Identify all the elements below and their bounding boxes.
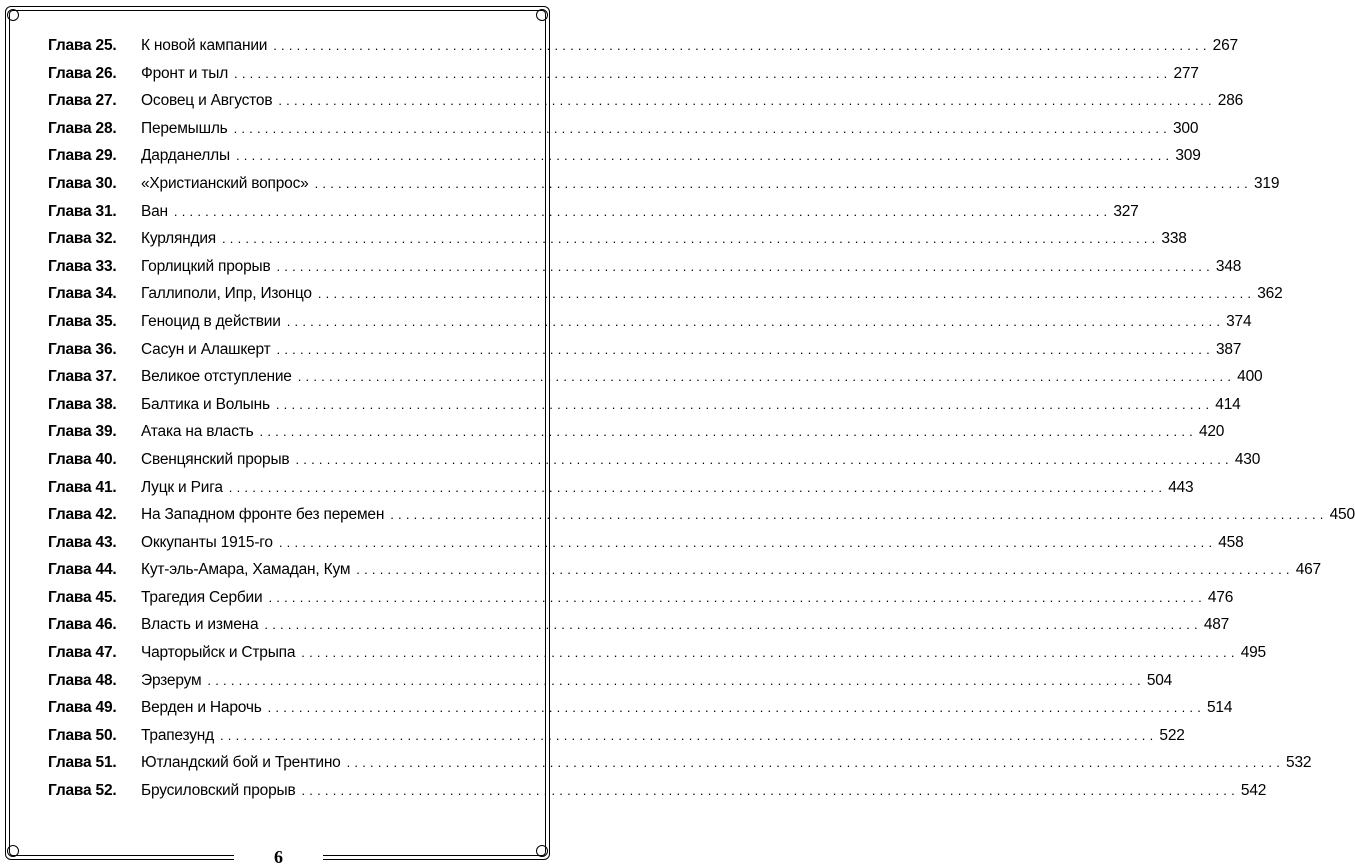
toc-entry [48,115,1199,143]
toc-page-number: 458 [1218,533,1244,551]
toc-page-number: 420 [1198,423,1225,441]
toc-chapter-number: Глава 33. [48,257,117,275]
toc-chapter-number: Глава 49. [48,699,117,717]
toc-chapter-number: Глава 25. [48,37,117,54]
toc-leader-dots: ........................................................................................................................ [228,479,1167,495]
toc-chapter-title: Оккупанты 1915-го [141,533,273,551]
toc-chapter-number: Глава 50. [48,726,117,744]
toc-entry [48,391,1241,419]
toc-page-number: 542 [1240,782,1267,800]
toc-entry [48,336,1242,364]
toc-leader-dots: ........................................................................................................................ [233,120,1171,136]
toc-entry [48,749,1312,777]
toc-chapter-title: Трапезунд [141,726,214,744]
toc-entry [48,60,1199,88]
toc-chapter-title: Брусиловский прорыв [141,782,296,800]
toc-chapter-number: Глава 40. [48,450,117,468]
toc-entry [48,529,1244,557]
toc-page-number: 300 [1172,119,1199,137]
toc-page-number: 374 [1226,312,1252,330]
toc-leader-dots: ........................................................................................................................ [275,396,1214,412]
toc-page-number: 532 [1286,754,1312,772]
toc-chapter-number: Глава 45. [48,588,117,606]
toc-chapter-title: Дарданеллы [141,147,230,165]
toc-entry [48,32,1238,60]
toc-page-number: 487 [1203,616,1230,634]
toc-page-number: 319 [1254,174,1280,192]
toc-chapter-title: Геноцид в действии [141,312,281,330]
toc-chapter-number: Глава 26. [48,64,117,82]
toc-leader-dots: ........................................................................................................................ [259,424,1197,440]
toc-leader-dots: ........................................................................................................................ [268,589,1206,605]
toc-leader-dots: ........................................................................................................................ [264,617,1202,633]
toc-chapter-number: Глава 52. [48,782,117,800]
toc-entry [48,308,1252,336]
toc-chapter-number: Глава 31. [48,202,117,220]
toc-chapter-number: Глава 51. [48,754,117,772]
toc-chapter-number: Глава 32. [48,230,117,248]
toc-chapter-title: Атака на власть [141,423,254,441]
toc-entry [48,363,1263,391]
toc-chapter-title: Ван [141,202,168,220]
toc-chapter-number: Глава 34. [48,285,117,303]
toc-chapter-number: Глава 43. [48,533,117,551]
toc-leader-dots: ........................................................................................................................ [267,700,1206,716]
toc-entry [48,280,1283,308]
toc-chapter-number: Глава 44. [48,561,117,579]
toc-chapter-number: Глава 38. [48,395,117,413]
toc-page-number: 267 [1212,37,1238,54]
toc-chapter-title: «Христианский вопрос» [141,174,309,192]
toc-page-number: 504 [1146,671,1173,689]
toc-chapter-title: Осовец и Августов [141,92,273,110]
toc-page-number: 450 [1329,506,1355,524]
toc-page-number: 348 [1215,257,1242,275]
toc-leader-dots: ........................................................................................................................ [222,231,1160,247]
toc-page-number: 443 [1168,478,1194,496]
toc-leader-dots: ........................................................................................................................ [278,534,1217,550]
toc-leader-dots: ........................................................................................................................ [234,65,1172,81]
toc-chapter-number: Глава 27. [48,92,117,110]
toc-chapter-number: Глава 29. [48,147,117,165]
toc-chapter-title: Ютландский бой и Трентино [141,754,341,772]
toc-page-number: 277 [1173,64,1199,82]
toc-entry [48,694,1233,722]
toc-page-number: 495 [1240,644,1266,662]
toc-chapter-title: Сасун и Алашкерт [141,340,271,358]
toc-leader-dots: ........................................................................................................................ [317,286,1256,302]
toc-chapter-title: Курляндия [141,230,216,248]
toc-leader-dots: ........................................................................................................................ [276,258,1214,274]
toc-chapter-title: Кут-эль-Амара, Хамадан, Кум [141,561,351,579]
toc-page-number: 430 [1234,450,1261,468]
toc-leader-dots: ........................................................................................................................ [301,783,1239,799]
toc-chapter-title: Балтика и Волынь [141,395,270,413]
toc-leader-dots: ........................................................................................................................ [356,562,1294,578]
toc-entry [48,446,1261,474]
toc-leader-dots: ........................................................................................................................ [278,93,1216,109]
toc-entry [48,87,1244,115]
toc-chapter-number: Глава 46. [48,616,117,634]
toc-chapter-title: Галлиполи, Ипр, Изонцо [141,285,312,303]
toc-leader-dots: ........................................................................................................................ [295,451,1233,467]
toc-page-number: 338 [1161,230,1187,248]
toc-leader-dots: ........................................................................................................................ [314,175,1252,191]
toc-entry [48,198,1139,226]
toc-leader-dots: ........................................................................................................................ [276,341,1214,357]
toc-entry [48,142,1201,170]
toc-chapter-title: Перемышль [141,119,228,137]
toc-chapter-number: Глава 48. [48,671,117,689]
page-footer [0,846,557,868]
toc-leader-dots: ........................................................................................................................ [346,755,1285,771]
page-number: 6 [234,846,323,868]
toc-leader-dots: ........................................................................................................................ [235,148,1174,164]
toc-chapter-title: К новой кампании [141,37,268,54]
toc-page-number: 327 [1113,202,1139,220]
toc-entry [48,225,1187,253]
toc-leader-dots: ........................................................................................................................ [273,38,1211,53]
toc-entry [48,253,1242,281]
toc-chapter-number: Глава 39. [48,423,117,441]
toc-chapter-title: Великое отступление [141,368,292,386]
toc-page-number: 467 [1295,561,1321,579]
toc-chapter-title: Свенцянский прорыв [141,450,290,468]
toc-entry [48,170,1280,198]
toc-entry [48,556,1321,584]
toc-chapter-number: Глава 35. [48,312,117,330]
toc-leader-dots: ........................................................................................................................ [297,369,1236,385]
toc-entry [48,667,1173,695]
toc-leader-dots: ........................................................................................................................ [390,507,1328,523]
toc-entry [48,777,1267,805]
toc-chapter-number: Глава 41. [48,478,117,496]
toc-entry [48,722,1185,750]
toc-page-number: 476 [1207,588,1234,606]
toc-entry [48,474,1194,502]
toc-page-number: 414 [1215,395,1241,413]
toc-chapter-title: Чарторыйск и Стрыпа [141,644,296,662]
toc-entry [48,418,1225,446]
toc-chapter-number: Глава 36. [48,340,117,358]
toc-leader-dots: ........................................................................................................................ [286,313,1225,329]
toc-page-number: 286 [1217,92,1244,110]
toc-page-number: 400 [1237,368,1263,386]
toc-entry [48,611,1230,639]
toc-entry [48,639,1266,667]
toc-page-number: 522 [1159,726,1185,744]
toc-chapter-number: Глава 47. [48,644,117,662]
toc-chapter-title: На Западном фронте без перемен [141,506,385,524]
toc-leader-dots: ........................................................................................................................ [207,672,1145,688]
toc-chapter-title: Трагедия Сербии [141,588,263,606]
toc-entry [48,584,1234,612]
toc-page-number: 514 [1207,699,1233,717]
toc-page-number: 362 [1257,285,1283,303]
toc-chapter-title: Эрзерум [141,671,202,689]
table-of-contents [48,32,1355,805]
toc-chapter-number: Глава 37. [48,368,117,386]
toc-chapter-title: Луцк и Рига [141,478,223,496]
toc-chapter-title: Фронт и тыл [141,64,229,82]
toc-leader-dots: ........................................................................................................................ [301,645,1239,661]
toc-chapter-title: Верден и Нарочь [141,699,262,717]
toc-chapter-number: Глава 30. [48,174,117,192]
toc-page-number: 387 [1215,340,1242,358]
toc-entry [48,501,1355,529]
toc-chapter-number: Глава 28. [48,119,117,137]
toc-chapter-title: Власть и измена [141,616,259,634]
toc-chapter-number: Глава 42. [48,506,117,524]
toc-chapter-title: Горлицкий прорыв [141,257,271,275]
toc-leader-dots: ........................................................................................................................ [173,203,1112,219]
toc-leader-dots: ........................................................................................................................ [220,727,1158,743]
toc-page-number: 309 [1175,147,1201,165]
